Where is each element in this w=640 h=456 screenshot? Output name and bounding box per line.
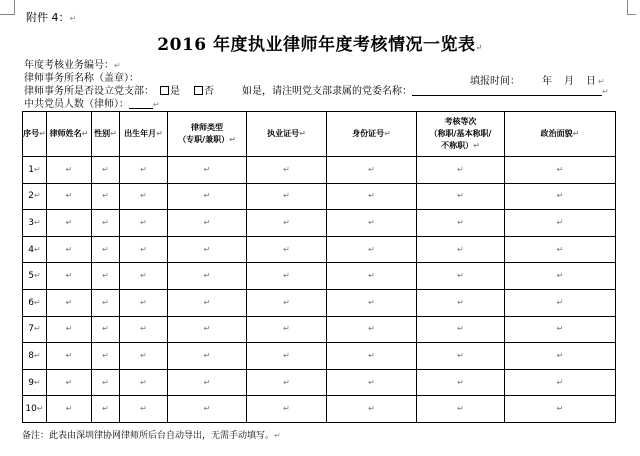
table-cell[interactable]: ↵ xyxy=(47,236,92,263)
table-cell[interactable]: ↵ xyxy=(247,263,327,290)
header-row xyxy=(23,112,616,157)
column-header: 律师类型 （专职/兼职）↵ xyxy=(168,112,247,157)
row-number-cell: 10↵ xyxy=(23,396,47,423)
assessment-table xyxy=(22,111,616,423)
table-cell[interactable]: ↵ xyxy=(247,183,327,210)
table-cell[interactable]: ↵ xyxy=(168,210,247,237)
table-cell[interactable]: ↵ xyxy=(168,316,247,343)
table-cell[interactable]: ↵ xyxy=(120,263,168,290)
table-cell[interactable]: ↵ xyxy=(92,369,120,396)
party-member-count-field[interactable] xyxy=(129,108,153,109)
table-cell[interactable]: ↵ xyxy=(505,343,616,370)
table-cell[interactable]: ↵ xyxy=(120,289,168,316)
column-header: 序号↵ xyxy=(23,112,47,157)
table-cell[interactable]: ↵ xyxy=(327,210,417,237)
table-cell[interactable]: ↵ xyxy=(327,369,417,396)
page-title: 2016 年度执业律师年度考核情况一览表↵ xyxy=(157,35,483,55)
table-cell[interactable]: ↵ xyxy=(120,210,168,237)
table-cell[interactable]: ↵ xyxy=(247,210,327,237)
table-cell[interactable]: ↵ xyxy=(120,343,168,370)
row-number-cell: 1↵ xyxy=(23,157,47,184)
assessment-number-line: 年度考核业务编号：↵ xyxy=(24,60,121,71)
table-cell[interactable]: ↵ xyxy=(505,369,616,396)
column-header: 身份证号↵ xyxy=(327,112,417,157)
table-cell[interactable]: ↵ xyxy=(505,210,616,237)
table-cell[interactable]: ↵ xyxy=(505,157,616,184)
table-cell[interactable]: ↵ xyxy=(327,183,417,210)
table-row xyxy=(23,210,616,237)
table-cell[interactable]: ↵ xyxy=(247,369,327,396)
column-header: 考核等次 （称职/基本称职/ 不称职）↵ xyxy=(417,112,505,157)
table-cell[interactable]: ↵ xyxy=(92,343,120,370)
attachment-label: 附件 4：↵ xyxy=(26,11,77,24)
table-cell[interactable]: ↵ xyxy=(92,236,120,263)
table-body xyxy=(23,157,616,423)
table-cell[interactable]: ↵ xyxy=(47,183,92,210)
table-cell[interactable]: ↵ xyxy=(505,316,616,343)
table-row xyxy=(23,343,616,370)
table-cell[interactable]: ↵ xyxy=(92,210,120,237)
table-cell[interactable]: ↵ xyxy=(120,157,168,184)
table-cell[interactable]: ↵ xyxy=(247,343,327,370)
row-number-cell: 7↵ xyxy=(23,316,47,343)
no-checkbox[interactable] xyxy=(194,86,203,95)
table-cell[interactable]: ↵ xyxy=(168,157,247,184)
column-header: 出生年月↵ xyxy=(120,112,168,157)
table-cell[interactable]: ↵ xyxy=(327,396,417,423)
table-cell[interactable]: ↵ xyxy=(505,183,616,210)
table-cell[interactable]: ↵ xyxy=(47,316,92,343)
yes-checkbox[interactable] xyxy=(160,86,169,95)
table-row xyxy=(23,369,616,396)
table-cell[interactable]: ↵ xyxy=(168,183,247,210)
firm-name-line: 律师事务所名称（盖章）： xyxy=(24,73,139,84)
table-cell[interactable]: ↵ xyxy=(168,289,247,316)
column-header: 执业证号↵ xyxy=(247,112,327,157)
table-cell[interactable]: ↵ xyxy=(92,183,120,210)
table-cell[interactable]: ↵ xyxy=(247,289,327,316)
table-cell[interactable]: ↵ xyxy=(120,316,168,343)
row-number-cell: 2↵ xyxy=(23,183,47,210)
crop-mark-top-left xyxy=(0,0,15,15)
table-row xyxy=(23,316,616,343)
table-cell[interactable]: ↵ xyxy=(417,210,505,237)
table-cell[interactable]: ↵ xyxy=(327,157,417,184)
table-cell[interactable]: ↵ xyxy=(168,263,247,290)
table-cell[interactable]: ↵ xyxy=(92,263,120,290)
table-row xyxy=(23,263,616,290)
table-cell[interactable]: ↵ xyxy=(505,289,616,316)
table-cell[interactable]: ↵ xyxy=(327,236,417,263)
party-committee-field[interactable] xyxy=(412,95,602,96)
row-number-cell: 6↵ xyxy=(23,289,47,316)
table-row xyxy=(23,157,616,184)
table-cell[interactable]: ↵ xyxy=(417,316,505,343)
table-cell[interactable]: ↵ xyxy=(47,289,92,316)
table-cell[interactable]: ↵ xyxy=(505,396,616,423)
table-cell[interactable]: ↵ xyxy=(247,316,327,343)
row-number-cell: 4↵ xyxy=(23,236,47,263)
table-cell[interactable]: ↵ xyxy=(505,236,616,263)
table-cell[interactable]: ↵ xyxy=(92,289,120,316)
table-cell[interactable]: ↵ xyxy=(505,263,616,290)
table-cell[interactable]: ↵ xyxy=(247,236,327,263)
table-cell[interactable]: ↵ xyxy=(417,236,505,263)
table-row xyxy=(23,396,616,423)
table-cell[interactable]: ↵ xyxy=(120,396,168,423)
table-cell[interactable]: ↵ xyxy=(168,343,247,370)
table-cell[interactable]: ↵ xyxy=(47,343,92,370)
column-header: 政治面貌↵ xyxy=(505,112,616,157)
column-header: 律师姓名↵ xyxy=(47,112,92,157)
table-cell[interactable]: ↵ xyxy=(168,369,247,396)
table-cell[interactable]: ↵ xyxy=(47,210,92,237)
table-cell[interactable]: ↵ xyxy=(168,396,247,423)
table-cell[interactable]: ↵ xyxy=(47,263,92,290)
table-row xyxy=(23,236,616,263)
table-cell[interactable]: ↵ xyxy=(92,316,120,343)
party-member-count-line: 中共党员人数（律师）： ↵ xyxy=(24,99,160,110)
table-cell[interactable]: ↵ xyxy=(417,343,505,370)
table-cell[interactable]: ↵ xyxy=(92,396,120,423)
table-cell[interactable]: ↵ xyxy=(417,183,505,210)
row-number-cell: 9↵ xyxy=(23,369,47,396)
table-cell[interactable]: ↵ xyxy=(327,343,417,370)
table-cell[interactable]: ↵ xyxy=(47,157,92,184)
table-cell[interactable]: ↵ xyxy=(47,396,92,423)
table-cell[interactable]: ↵ xyxy=(417,369,505,396)
table-cell[interactable]: ↵ xyxy=(47,369,92,396)
row-number-cell: 3↵ xyxy=(23,210,47,237)
table-cell[interactable]: ↵ xyxy=(120,369,168,396)
table-cell[interactable]: ↵ xyxy=(327,263,417,290)
party-branch-line: 律师事务所是否设立党支部： 是 否 如是，请注明党支部隶属的党委名称： ↵ xyxy=(24,86,609,97)
table-cell[interactable]: ↵ xyxy=(247,396,327,423)
row-number-cell: 5↵ xyxy=(23,263,47,290)
table-row xyxy=(23,183,616,210)
column-header: 性别↵ xyxy=(92,112,120,157)
table-cell[interactable]: ↵ xyxy=(168,236,247,263)
table-row xyxy=(23,289,616,316)
table-cell[interactable]: ↵ xyxy=(327,316,417,343)
fill-date: 填报时间： 年 月 日 ↵ xyxy=(470,76,605,87)
table-cell[interactable]: ↵ xyxy=(247,157,327,184)
table-cell[interactable]: ↵ xyxy=(417,157,505,184)
footer-note: 备注：此表由深圳律协网律师所后台自动导出，无需手动填写。↵ xyxy=(22,431,281,441)
table-cell[interactable]: ↵ xyxy=(92,157,120,184)
table-cell[interactable]: ↵ xyxy=(417,289,505,316)
table-cell[interactable]: ↵ xyxy=(327,289,417,316)
table-cell[interactable]: ↵ xyxy=(120,236,168,263)
table-cell[interactable]: ↵ xyxy=(417,263,505,290)
table-cell[interactable]: ↵ xyxy=(120,183,168,210)
crop-mark-top-right xyxy=(627,0,636,15)
table-cell[interactable]: ↵ xyxy=(417,396,505,423)
row-number-cell: 8↵ xyxy=(23,343,47,370)
